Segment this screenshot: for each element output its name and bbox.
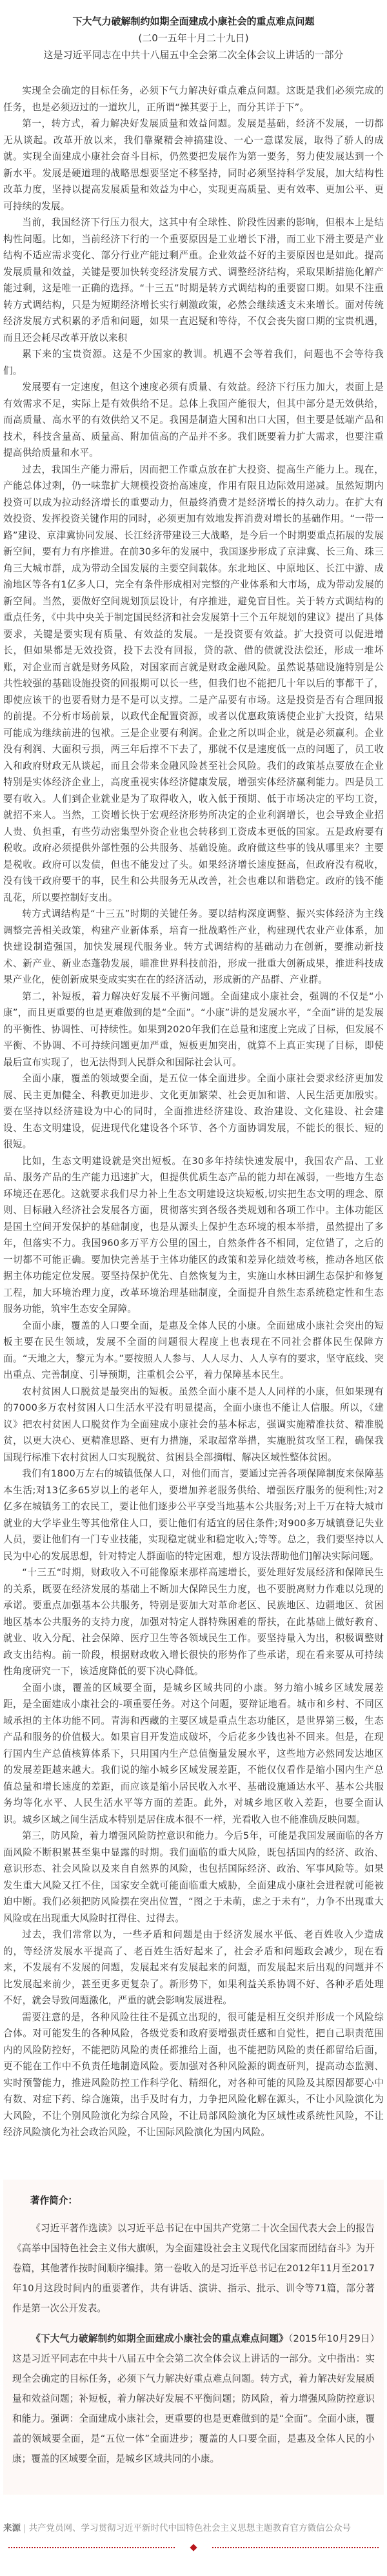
article-body bbox=[3, 83, 384, 2141]
article bbox=[0, 13, 387, 2576]
paragraph: 我们有1800万左右的城镇低保人口，对他们而言，要通过完善各项保障制度来保障基本生活;对13亿多65岁以上的老年人，要增加养老服务供给、增强医疗服务的便利性;对2亿多在城镇务工的农民工，要让他们逐步公平享受当地基本公共服务;对上千万在特大城市就业的大学毕业生等其他常住人口，要让他们有适宜的居住条件;对900多万城镇登记失业人员，要让他们有一门专业技能，实现稳定就业和稳定收入;等等。总之，我们要坚持以人民为中心的发展思想，针对特定人群面临的特定困难，想方设法帮助他们]解决实际问题。 bbox=[3, 1468, 384, 1562]
note-summary-title: 《下大气力破解制约如期全面建成小康社会的重点难点问题》 bbox=[31, 2333, 289, 2344]
article-date: (二0一五年十月二十九日) bbox=[138, 32, 249, 44]
paragraph: 第二，补短板，着力解决好发展不平衡问题。全面建成小康社会，强调的不仅是“小康”，而且更重要的也是更难做到的是“全面”。“小康”讲的是发展水平，“全面”讲的是发展的平衡性、协调性、可持续性。如果到2020年我们在总量和速度上完成了目标，但发展不平衡、不协调、不可持续问题更加严重，短板更加突出，就算不上真正实现了目标，即使最后宣布实现了，也无法得到人民群众和国际社会认可。 bbox=[3, 990, 384, 1068]
paragraph: 需要注意的是，各种风险往往不是孤立出现的，很可能是相互交织并形成一个风险综合体。对可能发生的各种风险，各级党委和政府要增强责任感和自觉性，把自己职责范围内的风险防控好，不能把防风险的责任都推给上面，也不能把防风险的责任都留给后面，更不能在工作中不负责任地制造风险。要加强对各种风险源的调查研判，提高动态监测、实时预警能力，推进风险防控工作科学化、精细化，对各种可能的风险及其原因都要心中有数、对症下药、综合施策，出手及时有力，力争把风险化解在源头，不让小风险演化为大风险，不让个别风险演化为综合风险，不让局部风险演化为区域性或系统性风险，不让经济风险演化为社会政治风险，不让国际风险演化为国内风险。 bbox=[3, 2011, 384, 2138]
divider-line-right bbox=[212, 2547, 379, 2548]
paragraph: 第一，转方式，着力解决好发展质量和效益问题。发展是基础，经济不发展，一切都无从谈起。改革开放以来，我们靠聚精会神搞建设、一心一意谋发展，取得了骄人的成就。实现全面建成小康社会奋斗目标，仍然要把发展作为第一要务，努力使发展达到一个新水平。发展是硬道理的战略思想要坚定不移坚持，同时必须坚持科学发展，加大结构性改革力度，坚持以提高发展质量和效益为中心，实现更高质量、更有效率、更加公平、更可持续的发展。 bbox=[3, 118, 384, 212]
paragraph: 全面小康，覆盖的区域要全面，是城乡区域共同的小康。努力缩小城乡区域发展差距，是全面建成小康社会的-项重要任务。对这个问题，要辩证地看。城市和乡村、不同区域承担的主体功能不同。青海和西藏的主要区域是重点生态功能区，是世界第三极，生态产品和服务的价值极大。如果盲目开发造成破坏，今后花多少钱也补不回来。但是，在现行国内生产总值核算体系下，只用国内生产总值衡量发展水平，这些地方必然同发达地区的发展差距越来越大。我们说的缩小城乡区域发展差距，不能仅仅看作是缩小国内生产总值总量和增长速度的差距，而应该是缩小居民收入水平、基础设施通达水平、基本公共服务均等化水平、人民生活水平等方面的差距。此外，对城乡地区收入差距，也要全面认识。城乡区域之间生活成本特别是居住成本很不一样，光看收入也不能准确反映问题。 bbox=[3, 1682, 384, 1825]
source-line bbox=[3, 2522, 384, 2535]
paragraph: 全面小康，覆盖的领域要全面，是五位一体全面进步。全面小康社会要求经济更加发展、民主更加健全、科教更加进步、文化更加繁荣、社会更加和谐、人民生活更加殷实。要在坚持以经济建设为中心的同时，全面推进经济建设、政治建设、文化建设、社会建设、生态文明建设，促进现代化建设各个环节、各个方面协调发展，不能长的很长、短的很短。 bbox=[3, 1073, 384, 1150]
note-intro: 《习近平著作选读》以习近平总书记在中国共产党第二十次全国代表大会上的报告《高举中国特色社会主义伟大旗帜，为全面建设社会主义现代化国家而团结奋斗》为开卷篇，其他著作按时间顺序编排。第一卷收入的是习近平总书记在2012年11月至2017年10月这段时间内的重要著作，共有讲话、演讲、指示、批示、训令等71篇，部分著作是第一次公开发表。 bbox=[12, 2222, 375, 2314]
source-text: 共产党员网、学习贯彻习近平新时代中国特色社会主义思想主题教育官方微信公众号 bbox=[28, 2522, 352, 2533]
paragraph: 比如，生态文明建设就是突出短板。在30多年持续快速发展中，我国农产品、工业品、服务产品的生产能力迅速扩大，但提供优质生态产品的能力却在减弱，一些地方生态环境还在恶化。这就要求我们尽力补上生态文明建设这块短板,切实把生态文明的理念、原则、目标融入经济社会发展各方面，贯彻落实到各级各类规划和各项工作中。主体功能区是国土空间开发保护的基础制度，也是从源头上保护生态环境的根本举措，虽然提出了多年，但落实不力。我国960多万平方公里的国土，自然条件各不相同，定位错了，之后的一切都不可能正确。要加快完善基于主体功能区的政策和差异化绩效考核，推动各地区依据主体功能定位发展。要坚持保护优先、自然恢复为主，实施山水林田湖生态保护和修复工程，加大环境治理力度，改革环境治理基础制度，全面提升自然生态系统稳定性和生态服务功能，筑牢生态安全屏障。 bbox=[3, 1155, 384, 1314]
note-heading: 著作简介： bbox=[30, 2194, 77, 2206]
paragraph: 转方式调结构是“十三五”时期的关键任务。要以结构深度调整、振兴实体经济为主线调整完善相关政策，构建产业新体系，培育一批战略性产业，构建现代农业产业体系，加快建设制造强国，加快发展现代服务业。转方式调结构的基础动力在创新，要推动新技术、新产业、新业态蓬勃发展，瞄准世界科技前沿，形成一批重大创新成果，推进科技成果产业化，使创新成果变成实实在在的经济活动，形成新的产品群、产业群。 bbox=[3, 908, 384, 985]
paragraph: 发展要有一定速度，但这个速度必须有质量、有效益。经济下行压力加大，表面上是有效需求不足，实际上是有效供给不足。总体上我国产能很大，但其中部分是无效供给，而高质量、高水平的有效供给又不足。我国是制造大国和出口大国，但主要是低端产品和技术，科技含量高、质量高、附加值高的产品并不多。我们既要着力扩大需求，也要注重提高供给质量和水平。 bbox=[3, 382, 384, 458]
divider-line-left bbox=[8, 2547, 175, 2548]
paragraph: 第三，防风险，着力增强风险防控意识和能力。今后5年，可能是我国发展面临的各方面风险不断积累甚至集中显露的时期。我们面临的重大风险，既包括国内的经济、政治、意识形态、社会风险以及来自自然界的风险，也包括国际经济、政治、军事风险等。如果发生重大风险又扛不住，国家安全就可能面临重大威胁，全面建成小康社会进程就可能被迫中断。我们必须把防风险摆在突出位置，“图之于未萌，虑之于未有”，力争不出现重大风险或在出现重大风险时扛得住、过得去。 bbox=[3, 1830, 384, 1924]
source-separator: | bbox=[23, 2522, 26, 2533]
work-introduction-box bbox=[3, 2180, 384, 2495]
paragraph: 农村贫困人口脱贫是最突出的短板。虽然全面小康不是人人同样的小康，但如果现有的7000多万农村贫困人口生活水平没有明显提高，全面小康也不能让人信服。所以，《建议》把农村贫困人口脱贫作为全面建成小康社会的基本标志，强调实施精准扶贫、精准脱贫，以更大决心、更精准思路、更有力措施，采取超常举措，实施脱贫攻坚工程，确保我国现行标准下农村贫困人口实现脱贫、贫困县全部摘帽、解决区域性整体贫困。 bbox=[3, 1385, 384, 1463]
decorative-divider bbox=[3, 2535, 384, 2576]
paragraph: 过去，我们常常以为，一些矛盾和问题是由于经济发展水平低、老百姓收入少造成的，等经济发展水平提高了、老百姓生活好起来了，社会矛盾和问题政会减少，现在看来，不发展有不发展的问题，发展起来有发展起来的问题，而发展起来后出观的问题并不比发展起来前少，甚至更多更复杂了。新形势下，如果利益关系协调不好、各种矛盾处理不好，就会导致问题激化，严重的就会影响发展进程。 bbox=[3, 1929, 384, 2006]
spacer bbox=[3, 63, 384, 83]
diamond-icon bbox=[190, 2544, 197, 2551]
spacer bbox=[3, 2141, 384, 2180]
note-summary bbox=[12, 2329, 375, 2469]
paragraph: 实现全会确定的目标任务，必须下气力解决好重点难点问题。这既是我们必须完成的任务，也是必须迈过的一道坎儿，正所谓“操其要于上，而分其详于下”。 bbox=[3, 85, 384, 113]
article-subtitle: 这是习近平同志在中共十八届五中全会第二次全体会议上讲话的一部分 bbox=[43, 49, 344, 61]
paragraph: 全面小康，覆盖的人口要全面，是惠及全体人民的小康。全面建成小康社会突出的短板主要在民生领域，发展不全面的问题很大程度上也表现在不同社会群体民生保障方面。“天地之大，黎元为本。”要按照人人参与、人人尽力、人人享有的要求，坚守底线、突出重点、完善制度、引导预期，注重机会公平，着力保障基本民生。 bbox=[3, 1320, 384, 1380]
paragraph: 过去，我国生产能力滞后，因而把工作重点放在扩大投资、提高生产能力上。现在，产能总体过剩，仍一味靠扩大规模投资抬高速度，作用有限且边际效用递减。虽然短期内投资可以成为拉动经济增长的重要动力，但最终消费才是经济增长的持久动力。在扩大有效投资、发挥投资关键作用的同时，必须更加有效地发挥消费对增长的基础作用。“一带一路”建设、京津冀协同发展、长江经济带建设三大战略，是今后一个时期要重点拓展的发展新空间，要有力有序推进。在前30多年的发展中，我国逐步形成了京津冀、长三角、珠三角三大城市群，成为带动全国发展的主要空间载体。东北地区、中原地区、长江中游、成渝地区等各有1亿多人口，完全有条件形成相对完整的产业体系和大市场，成为带动发展的新空间。当然，要做好空间规划顶层设计，有序推进，避免盲目性。关于转方式调结构的重点任务，《中共中央关于制定国民经济和社会发展第十三个五年规划的建议》提出了具体要求，关键是要实现有质量、有效益的发展。一是投资要有效益。扩大投资可以促进增长，但如果都是无效投资，投下去没有回报，贷的款、借的债就没法偿还，形成一堆坏账，对企业而言就是财务风险，对国家而言就是财政金融风险。虽然说基础设施特别是公共性较强的基础设施投资的回报期可以长一些，但我们也不能把几十年以后的事都干了，即使应该干的也要看财力是不是可以支撑。二是产品要有市场。这是投资是否有合理回报的前提。不分析市场前景，以政代企配置资源，或者以优惠政策诱使企业扩大投资，结果可能成为继续前进的包袱。三是企业要有利润。企业之所以叫企业，就是必须赢利。企业没有利润、大面积亏损，两三年后撑不下去了，那就不仅是速度低一点的问题了，员工收入和政府财政无从谈起，而且会带来金融风险甚至社会风险。我们的政策基点要放在企业特别是实体经济企业上，高度重视实体经济健康发展，增强实体经济赢利能力。四是员工要有收入。人们到企业就业是为了取得收入，收入低于预期、低于市场决定的平均工资，就招不来人。当然，工资增长快于宏观经济形势所决定的企业利润增长，也会导致企业招人贵、负担重，有些劳动密集型外资企业也会转移到工资成本更低的国家。五是政府要有税收。政府必须提供外部性强的公共服务、基础设施。政府做这些事的钱从哪里来？主要是税收。政府可以发债，但也不能发过了头。如果经济增长速度挺高，但政府没有税收，没有钱干政府要干的事，民生和公共服务无从改善，社会也难以和谐稳定。政府的钱不能乱花，所以要控制好支出。 bbox=[3, 464, 384, 903]
paragraph: “十三五“时期，财政收入不可能像原来那样高速增长，要处理好发展经济和保障民生的关系，既要在经济发展的基础上不断加大保障民生力度，也不要脱离财力作难以兑现的承诺。要重点加强基本公共服务，特别是要加大对革命老区、民族地区、边疆地区、贫困地区基本公共服务的支持力度，加强对特定人群特殊困难的帮扶，在此基础上做好教育、就业、收入分配、社会保障、医疗卫生等各领域民生工作。要坚持量入为出，积极调整财政支出结构。前一阶段，根据财政收入增长很快的形势作了些承诺，现在看来要从可持续性角度研究一下，该适度降低的要下决心降低。 bbox=[3, 1567, 384, 1677]
article-title: 下大气力破解制约如期全面建成小康社会的重点难点问题 bbox=[72, 15, 315, 27]
paragraph: 累下来的宝贵资源。这是不少国家的教训。机遇不会等着我们，问题也不会等待我们。 bbox=[3, 349, 384, 376]
source-label: 来源 bbox=[3, 2522, 21, 2533]
paragraph: 当前，我国经济下行压力很大，这其中有全球性、阶段性因素的影响，但根本上是结构性问题。比如，当前经济下行的一个重要原因是工业增长下滑，而工业下滑主要是产业结构不适应需求变化、部分行业产能过剩严重。企业效益不好的主要原因也是如此。提高发展质量和效益，关键是要加快转变经济发展方式、调整经济结构，采取果断措施化解产能过剩，这是唯一正确的选择。“十三五”时期是转方式调结构的重要窗口期。如果不注重转方式调结构，只是为短期经济增长实行刺激政策，必然会继续透支未来增长。面对传统经济发展方式积累的矛盾和问题，如果一直迟疑和等待，不仅会丧失窗口期的宝贵机遇，而且还会耗尽改革开放以来积 bbox=[3, 217, 384, 343]
note-summary-text: （2015年10月29日）这是习近平同志在中共十八届五中全会第二次全体会议上讲话的一部分。文中指出：实现全会确定的目标任务，必须下气力解决好重点难点问题。转方式，着力解决好发展质量和效益问题；补短板，着力解决好发展不平衡问题；防风险，着力增强风险防控意识和能力。强调：全面建成小康社会，更重要的也是更难做到的是“全面”。全面小康，覆盖的领域要全面，是“五位一体”全面进步；覆盖的人口要全面，是惠及全体人民的小康；覆盖的区域要全面，是城乡区域共同的小康。 bbox=[12, 2333, 375, 2464]
